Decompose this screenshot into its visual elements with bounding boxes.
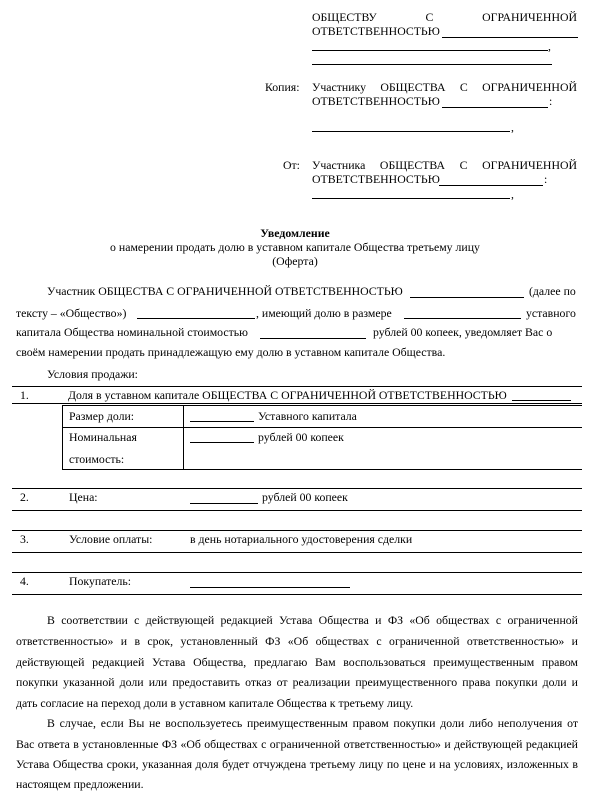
body-p1-line-5: дать согласие на переход доли в уставном капитале Общества к третьему лицу.	[16, 696, 414, 710]
intro-blank-4	[260, 338, 366, 339]
from-line-2: ОТВЕТСТВЕННОСТЬЮ	[312, 172, 440, 186]
body-p1-line-4: покупки указанной доли или предоставить отказ от реализации преимущественного права покупки доли и	[16, 675, 578, 689]
offer-label: (Оферта)	[272, 254, 318, 268]
table-rule-1	[12, 403, 582, 404]
body-p2-line-3: Устава Общества сроки, указанная доля будет отчуждена третьему лицу по цене и на условиях, изложенных в	[16, 757, 578, 771]
from-blank-1	[439, 185, 543, 186]
nominal-blank	[190, 442, 254, 443]
inner-rule-left	[62, 405, 63, 469]
addressee-blank-3	[312, 64, 552, 65]
inner-rule-top	[62, 405, 582, 406]
copy-line-2: ОТВЕТСТВЕННОСТЬЮ	[312, 94, 440, 108]
table-rule-top	[12, 386, 582, 387]
row1-blank	[512, 400, 571, 401]
body-p1-line-3: действующей редакцией Устава Общества, предлагаю Вам воспользоваться преимущественным правом	[16, 655, 578, 669]
row2-label: Цена:	[69, 490, 98, 504]
from-label: От:	[283, 158, 300, 172]
row2-number: 2.	[20, 490, 29, 504]
intro-blank-2	[137, 318, 255, 319]
inner-rule-bottom	[62, 469, 582, 470]
table-rule-4	[12, 530, 582, 531]
intro-line-3-b: рублей 00 копеек, уведомляет Вас о	[373, 325, 553, 339]
body-p1-line-1: В соответствии с действующей редакцией Устава Общества и ФЗ «Об обществах с ограниченной	[47, 613, 578, 627]
row2-value: рублей 00 копеек	[262, 490, 348, 504]
table-rule-3	[12, 510, 582, 511]
table-rule-5	[12, 552, 582, 553]
addressee-comma: ,	[548, 39, 551, 53]
document-title: Уведомление	[260, 226, 330, 240]
intro-blank-1	[410, 297, 524, 298]
buyer-blank	[190, 587, 350, 588]
body-p2-line-2: Вас ответа в установленные ФЗ «Об обществах с ограниченной ответственностью» и действующей редакцией	[16, 737, 578, 751]
intro-blank-3	[404, 318, 521, 319]
nominal-value: рублей 00 копеек	[258, 430, 344, 444]
intro-line-2-b: , имеющий долю в размере	[256, 306, 392, 320]
body-p2-line-4: настоящем предложении.	[16, 777, 144, 791]
copy-blank-2	[312, 131, 510, 132]
row1-number: 1.	[20, 388, 29, 402]
copy-blank-1	[442, 107, 548, 108]
intro-line-2-a: тексту – «Общество»)	[16, 306, 127, 320]
nominal-label-line-2: стоимость:	[69, 452, 125, 466]
intro-line-4: своём намерении продать принадлежащую ему долю в уставном капитале Общества.	[16, 345, 446, 359]
from-blank-2	[312, 198, 510, 199]
price-blank	[190, 503, 258, 504]
share-size-label: Размер доли:	[69, 409, 135, 423]
inner-rule-middle	[62, 427, 582, 428]
intro-line-2-c: уставного	[526, 306, 576, 320]
inner-rule-mid	[183, 405, 184, 469]
table-rule-7	[12, 594, 582, 595]
copy-colon: :	[549, 94, 553, 108]
table-rule-2	[12, 488, 582, 489]
addressee-blank-2	[312, 50, 548, 51]
row4-label: Покупатель:	[69, 574, 132, 588]
row3-label: Условие оплаты:	[69, 532, 153, 546]
share-size-blank	[190, 421, 254, 422]
from-line-1: Участника ОБЩЕСТВА С ОГРАНИЧЕННОЙ	[312, 158, 577, 172]
share-size-value: Уставного капитала	[258, 409, 357, 423]
row1-text: Доля в уставном капитале ОБЩЕСТВА С ОГРАНИЧЕННОЙ ОТВЕТСТВЕННОСТЬЮ	[68, 388, 507, 402]
intro-line-1-a: Участник ОБЩЕСТВА С ОГРАНИЧЕННОЙ ОТВЕТСТВЕННОСТЬЮ	[47, 284, 403, 298]
addressee-blank-1	[442, 37, 578, 38]
from-colon: :	[544, 172, 548, 186]
row3-number: 3.	[20, 532, 29, 546]
addressee-line-1: ОБЩЕСТВУ С ОГРАНИЧЕННОЙ	[312, 10, 577, 24]
copy-line-1: Участнику ОБЩЕСТВА С ОГРАНИЧЕННОЙ	[312, 80, 577, 94]
addressee-line-2: ОТВЕТСТВЕННОСТЬЮ	[312, 24, 440, 38]
row3-value: в день нотариального удостоверения сделки	[190, 532, 413, 546]
row4-number: 4.	[20, 574, 29, 588]
document-subtitle: о намерении продать долю в уставном капитале Общества третьему лицу	[110, 240, 480, 254]
copy-label: Копия:	[265, 80, 300, 94]
table-rule-6	[12, 572, 582, 573]
conditions-label: Условия продажи:	[47, 367, 138, 381]
nominal-label-line-1: Номинальная	[69, 430, 137, 444]
intro-line-1-b: (далее по	[529, 284, 576, 298]
body-p2-line-1: В случае, если Вы не воспользуетесь преимущественным правом покупки доли либо неполучения от	[47, 716, 578, 730]
from-comma: ,	[511, 187, 514, 201]
intro-line-3-a: капитала Общества номинальной стоимостью	[16, 325, 248, 339]
body-p1-line-2: ответственностью» и в срок, установленный ФЗ «Об обществах с ограниченной ответственностью» и	[16, 634, 578, 648]
copy-comma: ,	[511, 120, 514, 134]
